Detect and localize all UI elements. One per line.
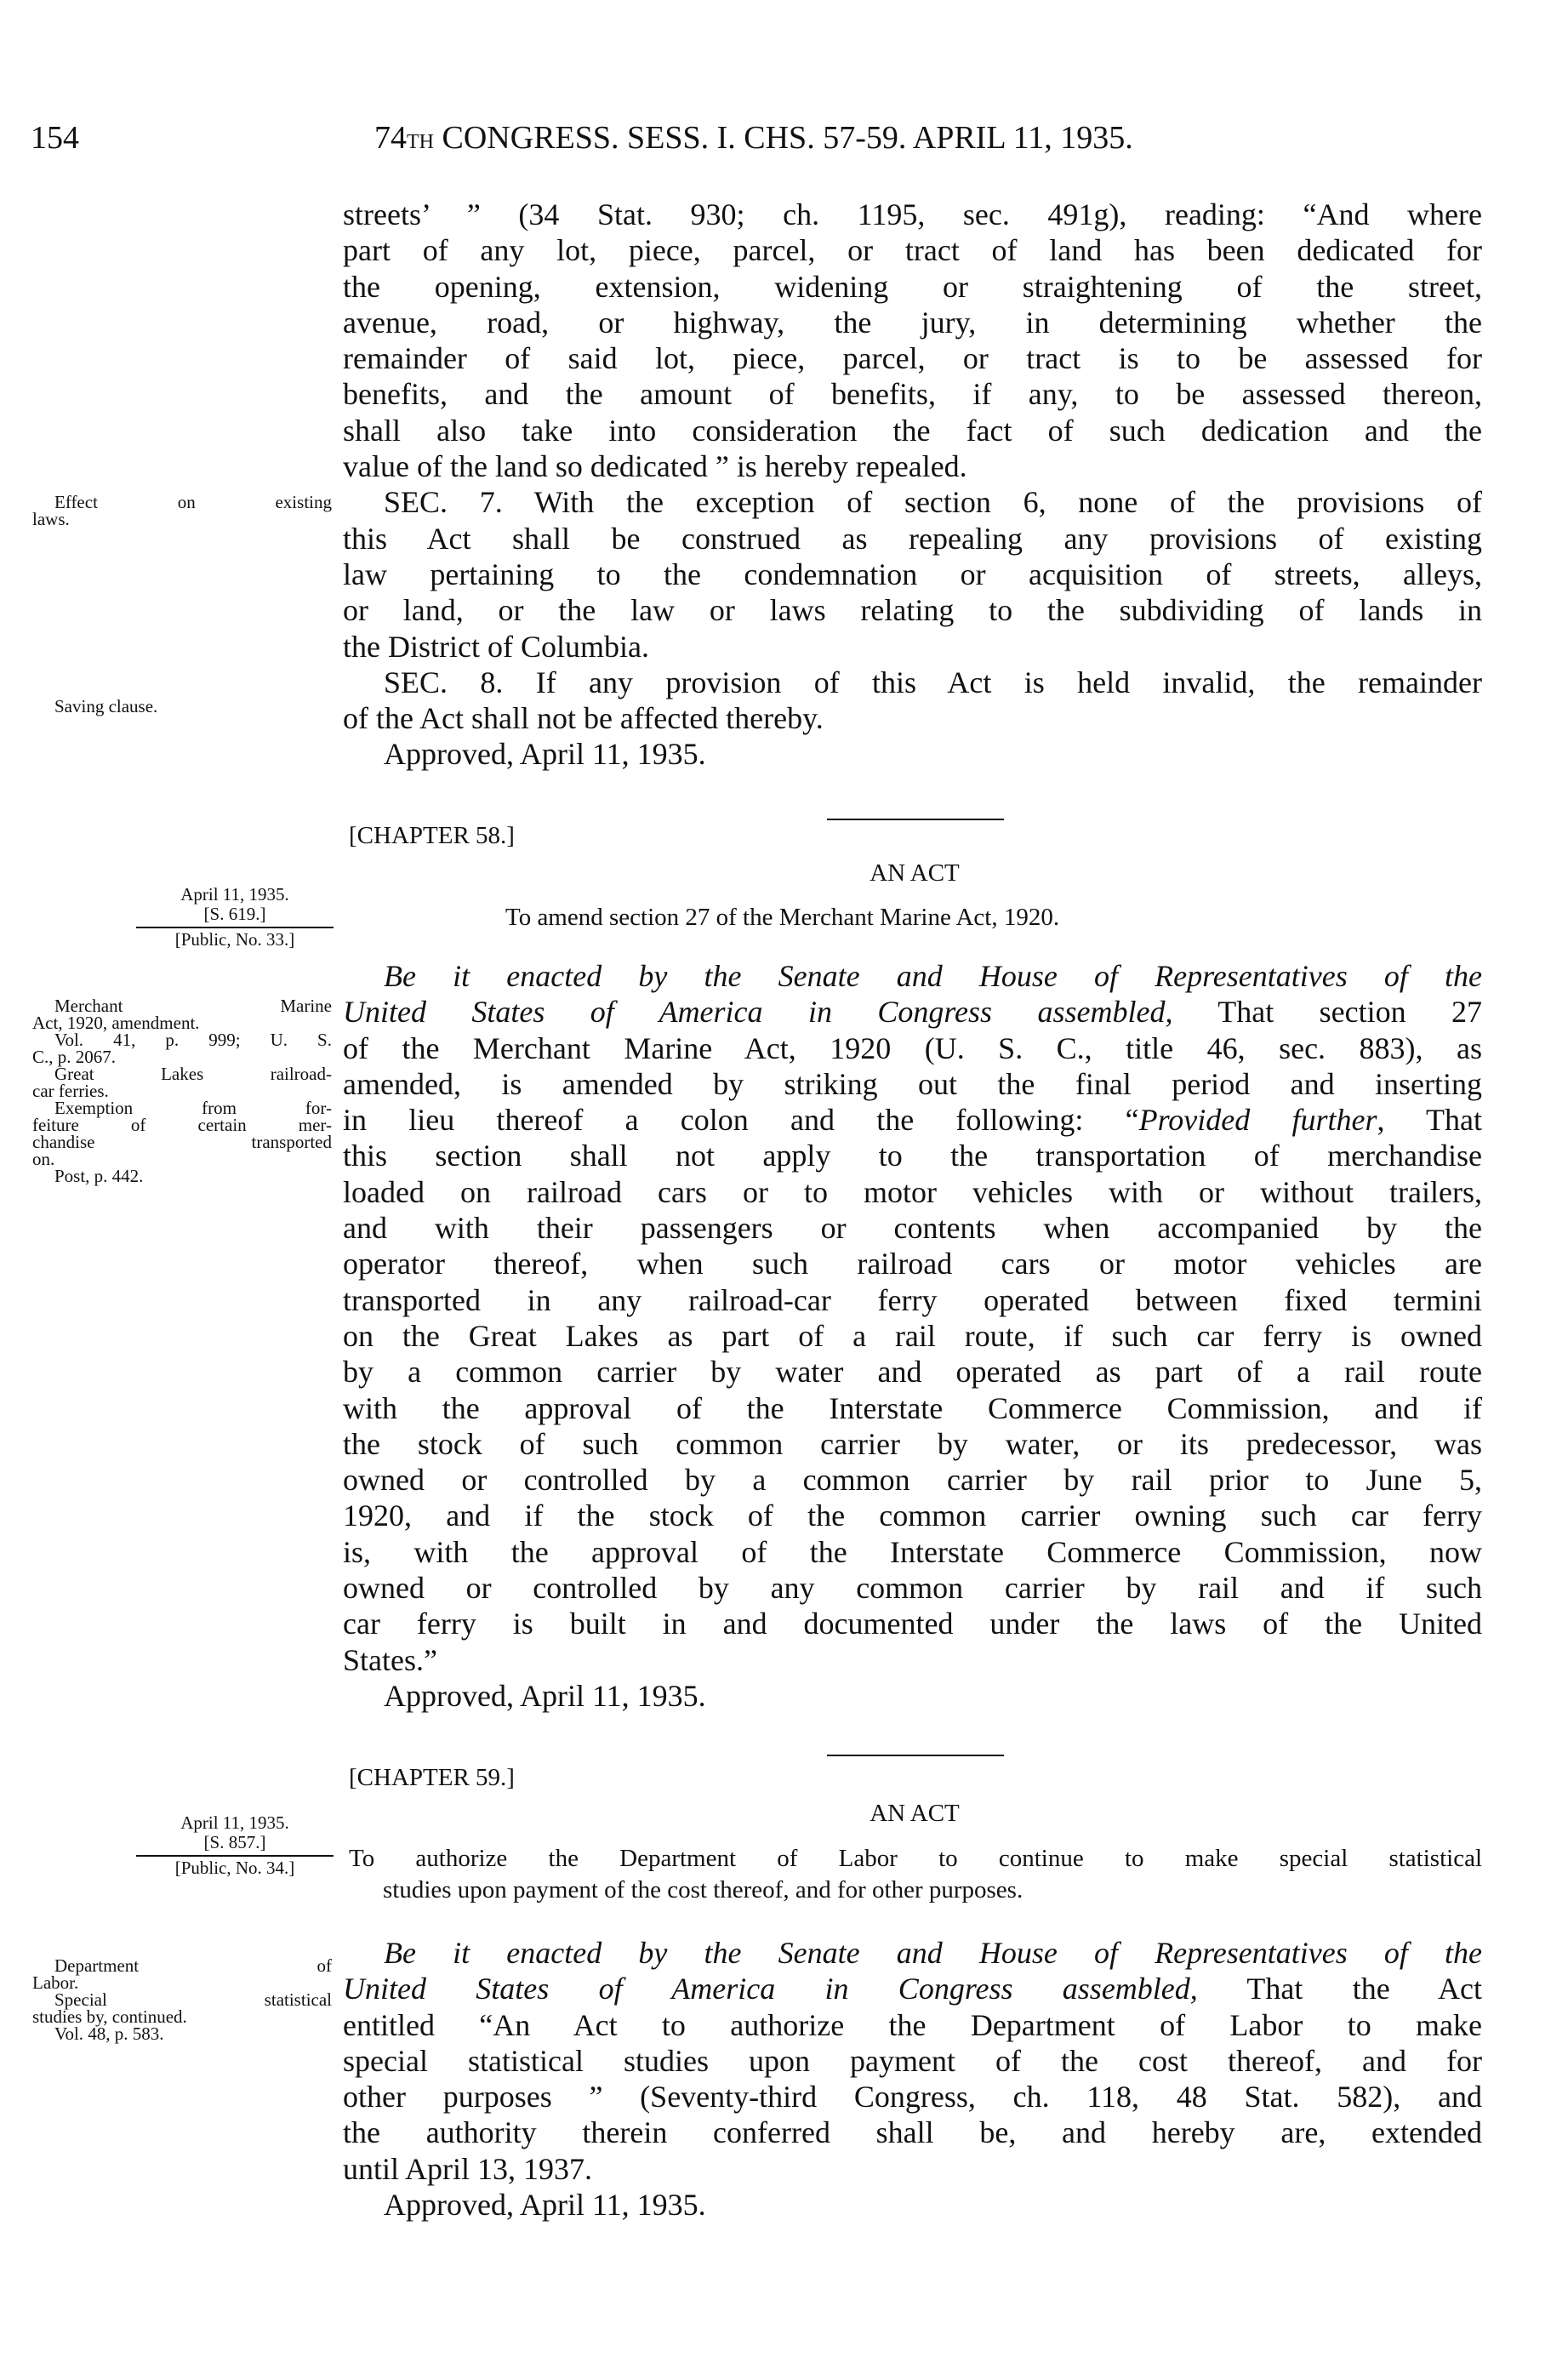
text-line xyxy=(343,340,1482,376)
bill-number: [S. 857.] xyxy=(203,1832,266,1852)
chapter-58-text xyxy=(343,958,1482,1714)
text-line xyxy=(343,1102,1482,1138)
italic-text: Be it enacted by the Senate and House of Representatives of the xyxy=(384,1936,1482,1970)
text-line xyxy=(343,269,1482,305)
text-line xyxy=(343,1498,1482,1533)
margin-note-line: Post, p. 442. xyxy=(54,1166,144,1186)
text-line xyxy=(343,1282,1482,1318)
margin-note-line: Merchant Marine xyxy=(54,996,332,1016)
text-segment: of the Merchant Marine Act, 1920 (U. S. C., title 46, sec. 883), as xyxy=(343,1030,1482,1065)
text-segment: shall also take into consideration the fact of such dedication and the xyxy=(343,413,1482,448)
text-line xyxy=(343,1935,1482,1971)
margin-note-line: feiture of certain mer- xyxy=(32,1115,332,1135)
text-segment: in lieu thereof a colon and the following: “ xyxy=(343,1103,1139,1138)
text-segment: Approved, April 11, 1935. xyxy=(384,737,706,772)
text-segment: owned or controlled by any common carrier by rail and if such xyxy=(343,1571,1482,1606)
italic-text: Provided further xyxy=(1138,1103,1377,1138)
approval-date: April 11, 1935. xyxy=(180,884,289,905)
text-line xyxy=(343,484,1482,520)
margin-note-department-of-labor xyxy=(32,1957,332,2042)
italic-text: Be it enacted by the Senate and House of Representatives of the xyxy=(384,959,1482,993)
margin-note-line: on. xyxy=(32,1149,55,1169)
text-segment: by a common carrier by water and operated as part of a rail route xyxy=(343,1355,1482,1390)
text-segment: transported in any railroad-car ferry operated between fixed termini xyxy=(343,1282,1482,1317)
text-line xyxy=(343,413,1482,448)
margin-note-line: Department of xyxy=(54,1955,332,1976)
text-segment: That section 27 xyxy=(1172,995,1482,1030)
chapter-59-purpose-line-1: To authorize the Department of Labor to continue to make special statistical xyxy=(349,1845,1482,1872)
chapter-59-act-title: AN ACT xyxy=(870,1800,960,1827)
public-law-number: [Public, No. 34.] xyxy=(174,1858,295,1878)
chapter-divider-rule xyxy=(827,819,1004,820)
margin-note-line: Effect on existing xyxy=(54,492,332,512)
text-line xyxy=(343,2187,1482,2223)
text-segment: the District of Columbia. xyxy=(343,629,649,664)
chapter-59-label: [CHAPTER 59.] xyxy=(349,1764,515,1791)
text-line xyxy=(343,197,1482,232)
text-segment: value of the land so dedicated ” is hereby repealed. xyxy=(343,449,967,484)
margin-note-line: Vol. 41, p. 999; U. S. xyxy=(54,1030,332,1050)
text-segment: avenue, road, or highway, the jury, in determining whether the xyxy=(343,305,1482,340)
text-segment: law pertaining to the condemnation or acquisition of streets, alleys, xyxy=(343,556,1482,591)
section-text-chapter-57 xyxy=(343,197,1482,773)
text-line xyxy=(343,1642,1482,1678)
public-law-number: [Public, No. 33.] xyxy=(174,929,295,950)
chapter-58-act-title: AN ACT xyxy=(870,859,960,887)
text-segment: on the Great Lakes as part of a rail route, if such car ferry is owned xyxy=(343,1318,1482,1353)
text-segment: SEC. 7. With the exception of section 6, none of the provisions of xyxy=(384,485,1482,520)
text-segment: , That xyxy=(1377,1103,1483,1138)
text-line xyxy=(343,1971,1482,2006)
text-line xyxy=(343,232,1482,268)
italic-text: United States of America in Congress assembled, xyxy=(343,995,1173,1030)
margin-note-line: laws. xyxy=(32,509,70,529)
text-segment: operator thereof, when such railroad cars or motor vehicles are xyxy=(343,1247,1482,1281)
text-segment: benefits, and the amount of benefits, if any, to be assessed thereon, xyxy=(343,377,1482,412)
bill-number: [S. 619.] xyxy=(203,904,266,924)
margin-note-saving-clause xyxy=(32,698,332,715)
text-segment: SEC. 8. If any provision of this Act is held invalid, the remainder xyxy=(384,665,1482,699)
margin-rule xyxy=(136,927,334,928)
text-segment: the stock of such common carrier by water, or its predecessor, was xyxy=(343,1426,1482,1461)
chapter-divider-rule xyxy=(827,1755,1004,1756)
margin-note-line: Labor. xyxy=(32,1972,79,1993)
text-segment: 1920, and if the stock of the common carrier owning such car ferry xyxy=(343,1498,1482,1533)
text-line xyxy=(343,1318,1482,1354)
text-line xyxy=(343,556,1482,592)
text-line xyxy=(343,665,1482,700)
chapter-59-margin-reference xyxy=(136,1813,334,1878)
italic-text: United States of America in Congress assembled, xyxy=(343,1972,1198,2006)
text-line xyxy=(343,448,1482,484)
text-segment: other purposes ” (Seventy-third Congress, ch. 118, 48 Stat. 582), and xyxy=(343,2080,1482,2115)
text-line xyxy=(343,1066,1482,1102)
text-line xyxy=(343,736,1482,772)
text-line xyxy=(343,2151,1482,2187)
margin-note-line: car ferries. xyxy=(32,1081,109,1101)
text-segment: Approved, April 11, 1935. xyxy=(384,2188,706,2223)
text-line xyxy=(343,994,1482,1030)
margin-note-merchant-marine xyxy=(32,997,332,1184)
text-line xyxy=(343,1534,1482,1570)
margin-note-line: studies by, continued. xyxy=(32,2006,187,2027)
margin-rule xyxy=(136,1855,334,1857)
text-segment: loaded on railroad cars or to motor vehicles with or without trailers, xyxy=(343,1174,1482,1209)
text-line xyxy=(343,1678,1482,1714)
text-segment: the authority therein conferred shall be, and hereby are, extended xyxy=(343,2115,1482,2150)
text-line xyxy=(343,1462,1482,1498)
text-segment: of the Act shall not be affected thereby. xyxy=(343,701,824,736)
margin-note-line: Vol. 48, p. 583. xyxy=(54,2023,164,2044)
margin-note-effect-on-laws xyxy=(32,494,332,528)
text-line xyxy=(343,1030,1482,1066)
text-line xyxy=(343,592,1482,628)
text-line xyxy=(343,1174,1482,1210)
congress-number: 74 xyxy=(374,120,407,156)
text-line xyxy=(343,1606,1482,1641)
chapter-58-label: [CHAPTER 58.] xyxy=(349,822,515,849)
text-line xyxy=(343,700,1482,736)
chapter-59-text xyxy=(343,1935,1482,2223)
text-line xyxy=(343,1138,1482,1173)
text-segment: entitled “An Act to authorize the Department of Labor to make xyxy=(343,2007,1482,2042)
text-line xyxy=(343,2079,1482,2115)
text-segment: this section shall not apply to the transportation of merchandise xyxy=(343,1139,1482,1173)
text-segment: streets’ ” (34 Stat. 930; ch. 1195, sec. 491g), reading: “And where xyxy=(343,197,1482,231)
text-line xyxy=(343,1570,1482,1606)
congress-suffix: TH xyxy=(407,131,434,153)
text-segment: with the approval of the Interstate Commerce Commission, and if xyxy=(343,1390,1482,1425)
margin-note-line: Act, 1920, amendment. xyxy=(32,1013,200,1033)
margin-note-line: Great Lakes railroad- xyxy=(54,1064,332,1084)
text-segment: part of any lot, piece, parcel, or tract of land has been dedicated for xyxy=(343,233,1482,268)
text-segment: special statistical studies upon payment of the cost thereof, and for xyxy=(343,2043,1482,2078)
text-segment: and with their passengers or contents when accompanied by the xyxy=(343,1211,1482,1246)
text-segment: remainder of said lot, piece, parcel, or tract is to be assessed for xyxy=(343,341,1482,376)
text-line xyxy=(343,376,1482,412)
margin-note-line: Saving clause. xyxy=(54,696,158,716)
text-line xyxy=(343,521,1482,556)
text-segment: Approved, April 11, 1935. xyxy=(384,1678,706,1713)
text-line xyxy=(343,629,1482,665)
text-line xyxy=(343,1210,1482,1246)
text-line xyxy=(343,1390,1482,1426)
text-line xyxy=(343,2043,1482,2079)
text-line xyxy=(343,2115,1482,2150)
chapter-58-margin-reference xyxy=(136,885,334,950)
text-segment: this Act shall be construed as repealing any provisions of existing xyxy=(343,521,1482,556)
text-segment: That the Act xyxy=(1197,1972,1482,2006)
text-segment: car ferry is built in and documented under the laws of the United xyxy=(343,1607,1482,1641)
margin-note-line: Special statistical xyxy=(54,1989,332,2010)
text-segment: amended, is amended by striking out the final period and inserting xyxy=(343,1066,1482,1101)
header-title: CONGRESS. SESS. I. CHS. 57-59. APRIL 11, 1935. xyxy=(434,120,1133,156)
margin-note-line: chandise transported xyxy=(32,1132,332,1152)
chapter-58-purpose: To amend section 27 of the Merchant Marine Act, 1920. xyxy=(505,904,1060,931)
approval-date: April 11, 1935. xyxy=(180,1812,289,1833)
chapter-59-purpose-line-2: studies upon payment of the cost thereof, and for other purposes. xyxy=(383,1876,1023,1903)
text-segment: States.” xyxy=(343,1642,437,1677)
text-line xyxy=(343,2007,1482,2043)
text-segment: or land, or the law or laws relating to the subdividing of lands in xyxy=(343,593,1482,628)
margin-note-line: Exemption from for- xyxy=(54,1098,332,1118)
text-line xyxy=(343,958,1482,994)
text-segment: owned or controlled by a common carrier by rail prior to June 5, xyxy=(343,1463,1482,1498)
page-number: 154 xyxy=(31,120,79,156)
text-line xyxy=(343,1426,1482,1462)
margin-note-line: C., p. 2067. xyxy=(32,1047,117,1067)
running-header xyxy=(374,119,1133,157)
text-segment: the opening, extension, widening or straightening of the street, xyxy=(343,269,1482,304)
text-line xyxy=(343,1354,1482,1390)
text-segment: until April 13, 1937. xyxy=(343,2151,593,2186)
text-line xyxy=(343,1246,1482,1281)
text-segment: is, with the approval of the Interstate Commerce Commission, now xyxy=(343,1534,1482,1569)
text-line xyxy=(343,305,1482,340)
